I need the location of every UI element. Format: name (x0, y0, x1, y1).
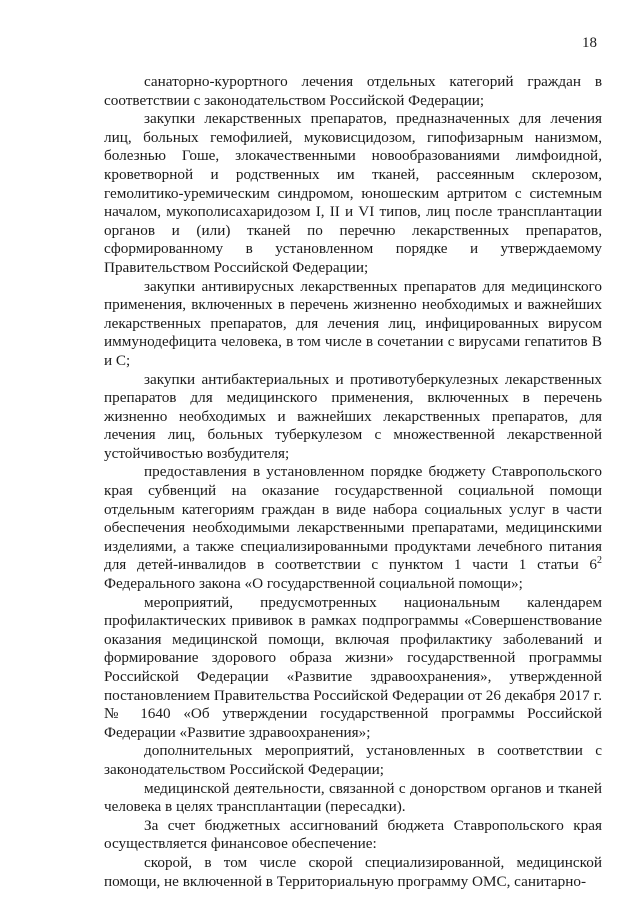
page-number: 18 (582, 35, 597, 51)
paragraph-social-subsidies (104, 463, 602, 593)
article-superscript: 2 (597, 555, 602, 567)
paragraph-additional-measures: дополнительных мероприятий, установленных в соответствии с законодательством Российской Федерации; (104, 742, 602, 778)
paragraph-emergency-care: скорой, в том числе скорой специализированной, медицинской помощи, не включенной в Территориальную программу ОМС, санитарно- (104, 853, 602, 890)
paragraph-rare-diseases-drugs: закупки лекарственных препаратов, предназначенных для лечения лиц, больных гемофилией, муковисцидозом, гипофизарным нанизмом, болезнью Гоше, злокачественными новообразованиями лимфоидной, кроветворной и родственных им тканей, рассеянным склерозом, гемолитико-уремическим синдромом, юношеским артритом с системным началом, мукополисахаридозом I, II и VI типов, лиц после трансплантации органов и (или) тканей по перечню лекарственных препаратов, сформированному в установленном порядке и утверждаемому Правительством Российской Федерации; (104, 110, 602, 276)
paragraph-sanatorium: санаторно-курортного лечения отдельных категорий граждан в соответствии с законодательством Российской Федерации; (104, 73, 602, 109)
document-body (104, 73, 602, 891)
paragraph-budget-financing: За счет бюджетных ассигнований бюджета Ставропольского края осуществляется финансовое обеспечение: (104, 816, 602, 853)
subsidy-text: предоставления в установленном порядке бюджету Ставропольского края субвенций на оказание государственной социальной помощи отдельным категориям граждан в виде набора социальных услуг в части обеспечения необходимыми лекарственными препаратами, медицинскими изделиями, а также специализированными продуктами лечебного питания для детей-инвалидов в соответствии с пунктом 1 части 1 статьи 6 (104, 463, 602, 574)
subsidy-text-end: Федерального закона «О государственной социальной помощи»; (104, 575, 523, 593)
paragraph-organ-donation: медицинской деятельности, связанной с донорством органов и тканей человека в целях трансплантации (пересадки). (104, 779, 602, 816)
paragraph-vaccination-calendar: мероприятий, предусмотренных национальным календарем профилактических прививок в рамках подпрограммы «Совершенствование оказания медицинской помощи, включая профилактику заболеваний и формирование здорового образа жизни» государственной программы Российской Федерации «Развитие здравоохранения», утвержденной постановлением Правительства Российской Федерации от 26 декабря 2017 г. № 1640 «Об утверждении государственной программы Российской Федерации «Развитие здравоохранения»; (104, 593, 602, 741)
paragraph-tuberculosis-drugs: закупки антибактериальных и противотуберкулезных лекарственных препаратов для медицинского применения, включенных в перечень жизненно необходимых и важнейших лекарственных препаратов, для лечения лиц, больных туберкулезом с множественной лекарственной устойчивостью возбудителя; (104, 370, 602, 462)
paragraph-antiviral-drugs: закупки антивирусных лекарственных препаратов для медицинского применения, включенных в перечень жизненно необходимых и важнейших лекарственных препаратов, для лечения лиц, инфицированных вирусом иммунодефицита человека, в том числе в сочетании с вирусами гепатитов В и С; (104, 277, 602, 369)
